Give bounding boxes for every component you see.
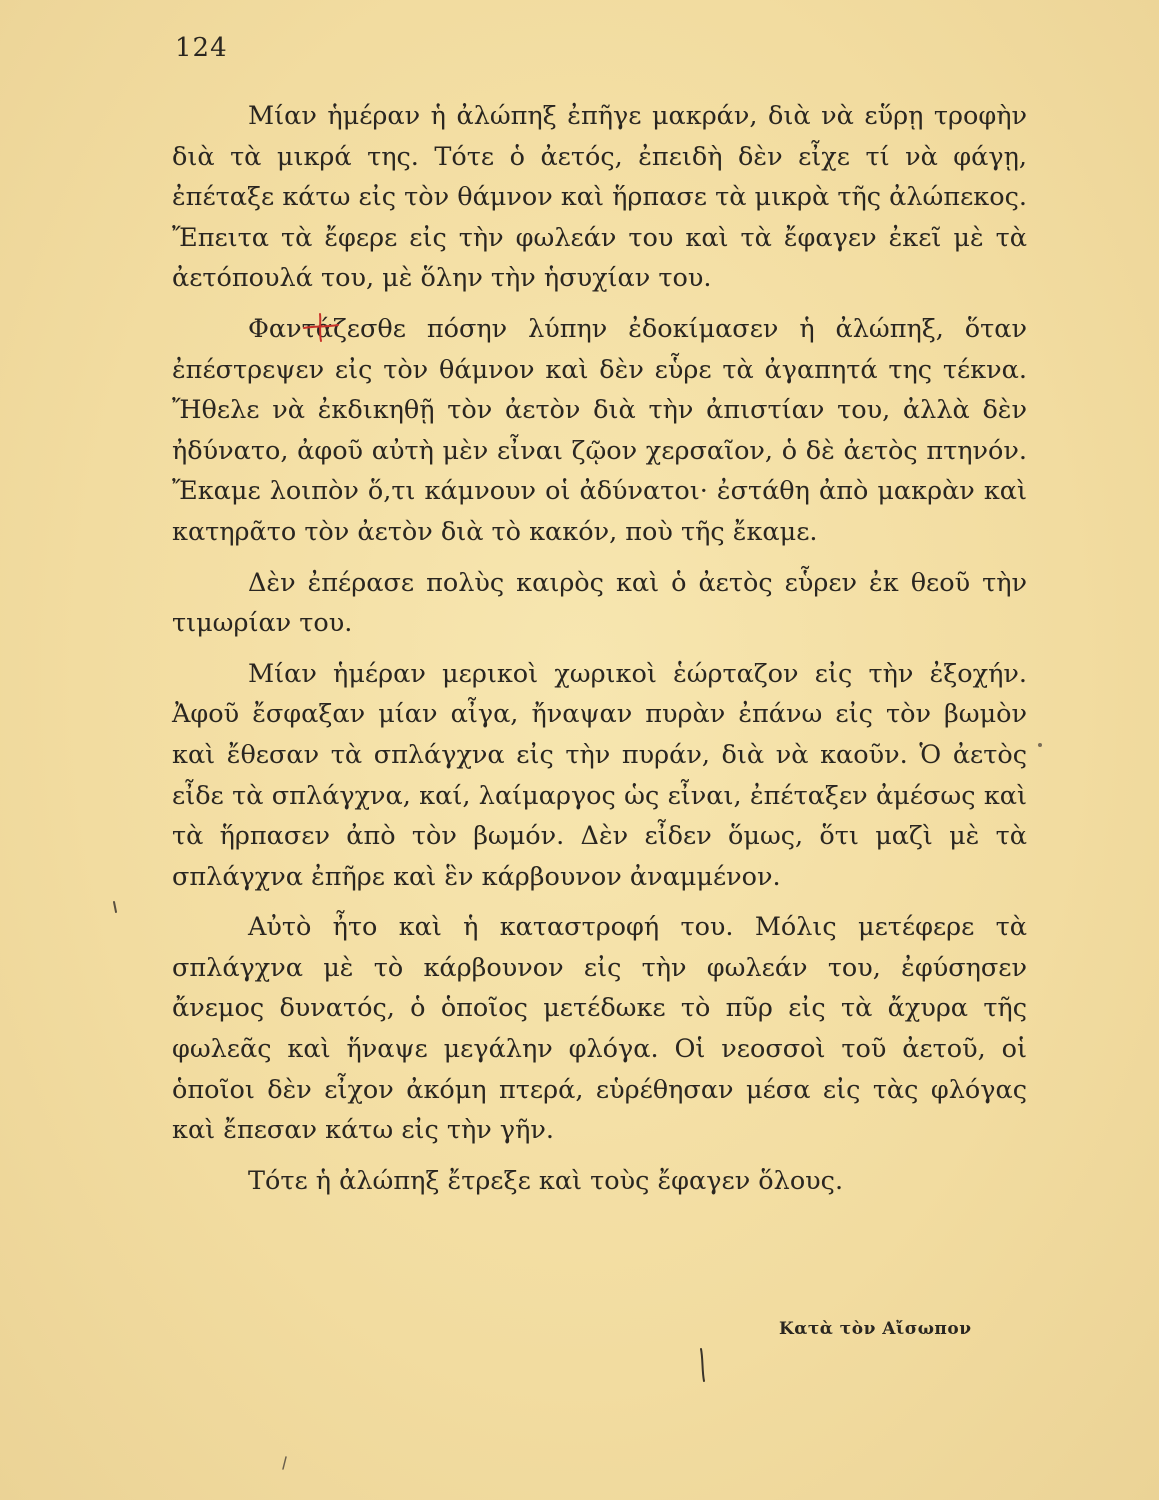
stray-pencil-mark-icon <box>695 1345 709 1385</box>
paragraph-4: Μίαν ἡμέραν μερικοὶ χωρικοὶ ἑώρταζον εἰς τὴν ἐξοχήν. Ἀφοῦ ἔσφαξαν μίαν αἶγα, ἤναψαν πυρὰν ἐπάνω εἰς τὸν βωμὸν καὶ ἔθεσαν τὰ σπλάγχνα εἰς τὴν πυράν, διὰ νὰ καοῦν. Ὁ ἀετὸς εἶδε τὰ σπλάγχνα, καί, λαίμαργος ὡς εἶναι, ἐπέταξεν ἀμέσως καὶ τὰ ἥρπασεν ἀπὸ τὸν βωμόν. Δὲν εἶδεν ὅμως, ὅτι μαζὶ μὲ τὰ σπλάγχνα ἐπῆρε καὶ ἓν κάρβουνον ἀναμμένον. <box>172 658 1027 892</box>
attribution: Κατὰ τὸν Αἴσωπον <box>779 1319 972 1339</box>
page-number: 124 <box>175 33 228 63</box>
red-pencil-mark-icon <box>300 310 342 344</box>
paragraph-5: Αὐτὸ ἦτο καὶ ἡ καταστροφή του. Μόλις μετέφερε τὰ σπλάγχνα μὲ τὸ κάρβουνον εἰς τὴν φωλεάν του, ἐφύσησεν ἄνεμος δυνατός, ὁ ὁποῖος μετέδωκε τὸ πῦρ εἰς τὰ ἄχυρα τῆς φωλεᾶς καὶ ἥναψε μεγάλην φλόγα. Οἱ νεοσσοὶ τοῦ ἀετοῦ, οἱ ὁποῖοι δὲν εἶχον ἀκόμη πτερά, εὑρέθησαν μέσα εἰς τὰς φλόγας καὶ ἔπεσαν κάτω εἰς τὴν γῆν. <box>172 912 1027 1146</box>
stray-dot-mark-icon <box>280 1455 290 1473</box>
paragraph-2: Φαντάζεσθε πόσην λύπην ἐδοκίμασεν ἡ ἀλώπηξ, ὅταν ἐπέστρεψεν εἰς τὸν θάμνον καὶ δὲν εὗρε τὰ ἀγαπητά της τέκνα. Ἤθελε νὰ ἐκδικηθῇ τὸν ἀετὸν διὰ τὴν ἀπιστίαν του, ἀλλὰ δὲν ἠδύνατο, ἀφοῦ αὐτὴ μὲν εἶναι ζῷον χερσαῖον, ὁ δὲ ἀετὸς πτηνόν. Ἔκαμε λοιπὸν ὅ,τι κάμνουν οἱ ἀδύνατοι· ἐστάθη ἀπὸ μακρὰν καὶ κατηρᾶτο τὸν ἀετὸν διὰ τὸ κακόν, ποὺ τῆς ἔκαμε. <box>172 313 1027 547</box>
paragraph-1: Μίαν ἡμέραν ἡ ἀλώπηξ ἐπῆγε μακράν, διὰ νὰ εὕρῃ τροφὴν διὰ τὰ μικρά της. Τότε ὁ ἀετός, ἐπειδὴ δὲν εἶχε τί νὰ φάγῃ, ἐπέταξε κάτω εἰς τὸν θάμνον καὶ ἥρπασε τὰ μικρὰ τῆς ἀλώπεκος. Ἔπειτα τὰ ἔφερε εἰς τὴν φωλεάν του καὶ τὰ ἔφαγεν ἐκεῖ μὲ τὰ ἀετόπουλά του, μὲ ὅλην τὴν ἡσυχίαν του. <box>172 101 1027 294</box>
paragraph-6: Τότε ἡ ἀλώπηξ ἔτρεξε καὶ τοὺς ἔφαγεν ὅλους. <box>248 1165 844 1196</box>
stray-speck-icon <box>110 900 120 914</box>
body-text <box>172 96 1027 1211</box>
stray-speck-icon <box>1035 740 1045 750</box>
paragraph-3: Δὲν ἐπέρασε πολὺς καιρὸς καὶ ὁ ἀετὸς εὗρεν ἐκ θεοῦ τὴν τιμωρίαν του. <box>172 567 1027 639</box>
